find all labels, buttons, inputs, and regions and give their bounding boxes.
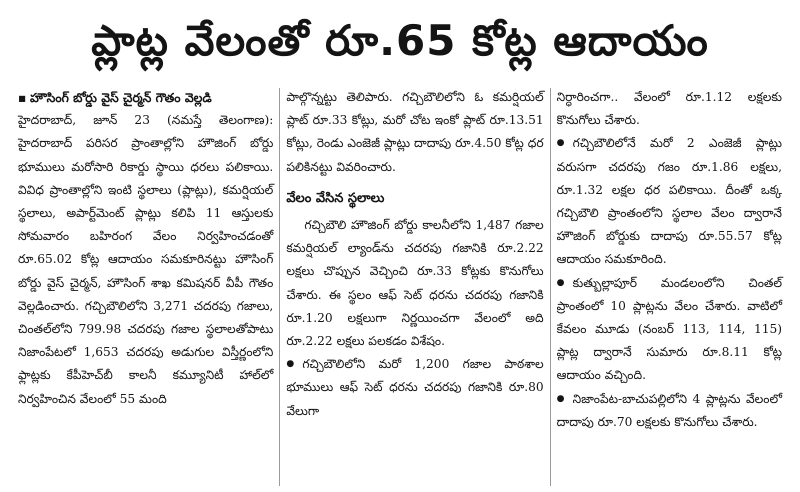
list-item: ● గచ్చిబౌలిలోని మరో 1,200 గజాల పాఠశాల భూములు ఆఫ్ సెట్ ధరను చదరపు గజానికి రూ.80 వేలుగా [286, 353, 543, 423]
column-2-paragraph: గచ్చిబౌలి హౌజింగ్ బోర్డు కాలనీలోని 1,487 గజాల కమర్షియల్ ల్యాండ్‌ను చదరపు గజానికి రూ.2.22 లక్షలు చొప్పున వెచ్చించి రూ.33 కోట్లకు కొనుగోలు చేశారు. ఈ స్థలం ఆఫ్ సెట్ ధరను చదరపు గజానికి రూ.1.20 లక్షలుగా నిర్ణయించగా వేలంలో అది రూ.2.22 లక్షలు పలకడం విశేషం. [286, 218, 544, 349]
column-2-intro: పాల్గొన్నట్టు తెలిపారు. గచ్చిబౌలిలోని ఓ కమర్షియల్ ప్లాట్ రూ.33 కోట్లు, మరో చోట ఇంకో ప్లాట్ రూ.13.51 కోట్లు, రెండు ఎంజెజీ ప్లాట్లు దాదాపు రూ.4.50 కోట్ల ధర పలికినట్టు వివరించారు. [286, 90, 544, 174]
article-columns [12, 86, 788, 486]
column-2 [280, 86, 549, 486]
column-1 [12, 86, 279, 486]
lead-byline: ▪ హౌసింగ్ బోర్డు వైస్ చైర్మన్ గౌతం వెల్లడి [18, 86, 273, 109]
column-3-intro: నిర్ధారించగా.. వేలంలో రూ.1.12 లక్షలకు కొనుగోలు చేశారు. [556, 90, 782, 128]
subheading: వేలం వేసిన స్థలాలు [286, 190, 385, 206]
column-3 [551, 86, 788, 486]
list-item: ● కుత్బుల్లాపూర్ మండలంలోని చింతల్ ప్రాంతంలో 10 ప్లాట్లను వేలం చేశారు. వాటిలో కేవలం మూడు (నంబర్ 113, 114, 115) ప్లాట్ల ద్వారానే సుమారు రూ.8.11 కోట్ల ఆదాయం వచ్చింది. [557, 272, 782, 388]
headline: ప్లాట్ల వేలంతో రూ.65 కోట్ల ఆదాయం [91, 16, 709, 65]
list-item: ● గచ్చిబౌలిలోనే మరో 2 ఎంజెజీ ప్లాట్లు వరుసగా చదరపు గజం రూ.1.86 లక్షలు, రూ.1.32 లక్షల ధర పలికాయి. దీంతో ఒక్క గచ్చిబౌలి ప్రాంతంలోని స్థలాల వేలం ద్వారానే హౌజింగ్ బోర్డుకు దాదాపు రూ.55.57 కోట్ల ఆదాయం సమకూరింది. [557, 132, 782, 271]
column-1-body: హైదరాబాద్, జూన్ 23 (నమస్తే తెలంగాణ): హైదరాబాద్ పరిసర ప్రాంతాల్లోని హౌజింగ్ బోర్డు భూములు మరోసారి రికార్డు స్థాయి ధరలు పలికాయి. వివిధ ప్రాంతాల్లోని ఇంటి స్థలాలు (ప్లాట్లు), కమర్షియల్ స్థలాలు, అపార్ట్‌మెంట్ ప్లాట్లు కలిపి 11 ఆస్తులకు సోమవారం బహిరంగ వేలం నిర్వహించడంతో రూ.65.02 కోట్ల ఆదాయం సమకూరినట్టు హౌసింగ్ బోర్డు వైస్ చైర్మన్, హౌసింగ్ శాఖ కమిషనర్ వీపీ గౌతం వెల్లడించారు. గచ్చిబౌలిలోని 3,271 చదరపు గజాలు, చింతల్‌లోని 799.98 చదరపు గజాల స్థలాలతోపాటు నిజాంపేటలో 1,653 చదరపు అడుగుల విస్తీర్ణంలోని ఫ్లాట్లకు కేపీహెచ్‌బీ కాలనీ కమ్యూనిటీ హాల్‌లో నిర్వహించిన వేలంలో 55 మంది [18, 113, 274, 406]
list-item: ● నిజాంపేట-బాచుపల్లిలోని 4 ప్లాట్లను వేలంలో దాదాపు రూ.70 లక్షలకు కొనుగోలు చేశారు. [557, 388, 782, 434]
